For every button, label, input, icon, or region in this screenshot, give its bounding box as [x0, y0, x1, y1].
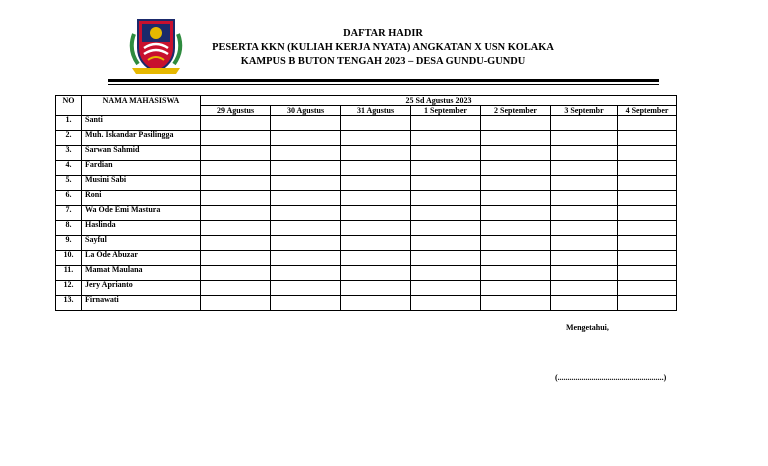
date-header: 2 September [481, 106, 551, 116]
attendance-cell [551, 146, 618, 161]
attendance-cell [201, 221, 271, 236]
student-name: Muh. Iskandar Pasilingga [82, 131, 201, 146]
attendance-cell [271, 206, 341, 221]
attendance-cell [551, 191, 618, 206]
row-number: 2. [56, 131, 82, 146]
student-name: Santi [82, 116, 201, 131]
attendance-table [55, 95, 677, 311]
attendance-cell [201, 251, 271, 266]
attendance-cell [481, 176, 551, 191]
attendance-cell [618, 176, 677, 191]
date-header: 29 Agustus [201, 106, 271, 116]
student-name: Fardian [82, 161, 201, 176]
attendance-cell [481, 281, 551, 296]
attendance-cell [201, 116, 271, 131]
table-row [56, 206, 677, 221]
doc-subtitle: PESERTA KKN (KULIAH KERJA NYATA) ANGKATAN X USN KOLAKA [212, 42, 554, 53]
table-row [56, 296, 677, 311]
attendance-cell [271, 176, 341, 191]
attendance-cell [201, 266, 271, 281]
attendance-cell [341, 146, 411, 161]
attendance-cell [271, 131, 341, 146]
student-name: La Ode Abuzar [82, 251, 201, 266]
date-header: 1 September [411, 106, 481, 116]
document-header [190, 27, 576, 69]
attendance-cell [618, 116, 677, 131]
attendance-cell [201, 191, 271, 206]
row-number: 1. [56, 116, 82, 131]
row-number: 11. [56, 266, 82, 281]
attendance-cell [411, 191, 481, 206]
row-number: 13. [56, 296, 82, 311]
table-row [56, 236, 677, 251]
student-name: Sayful [82, 236, 201, 251]
attendance-cell [271, 281, 341, 296]
date-header: 4 September [618, 106, 677, 116]
attendance-cell [618, 131, 677, 146]
student-name: Sarwan Sahmid [82, 146, 201, 161]
attendance-cell [551, 236, 618, 251]
date-header: 30 Agustus [271, 106, 341, 116]
attendance-cell [411, 266, 481, 281]
attendance-cell [618, 296, 677, 311]
attendance-cell [551, 281, 618, 296]
student-name: Jery Aprianto [82, 281, 201, 296]
attendance-cell [271, 236, 341, 251]
attendance-cell [341, 131, 411, 146]
attendance-cell [271, 251, 341, 266]
attendance-cell [271, 296, 341, 311]
col-header-name: NAMA MAHASISWA [82, 96, 201, 116]
attendance-cell [341, 236, 411, 251]
attendance-cell [341, 191, 411, 206]
table-row [56, 161, 677, 176]
attendance-cell [481, 266, 551, 281]
doc-title: DAFTAR HADIR [343, 28, 423, 39]
date-header: 3 Septembr [551, 106, 618, 116]
row-number: 6. [56, 191, 82, 206]
table-row [56, 221, 677, 236]
attendance-cell [481, 191, 551, 206]
regency-emblem-icon [124, 12, 188, 76]
attendance-cell [481, 221, 551, 236]
table-row [56, 146, 677, 161]
signature-line: (.....................................................) [555, 373, 667, 382]
row-number: 10. [56, 251, 82, 266]
table-row [56, 131, 677, 146]
attendance-cell [201, 161, 271, 176]
row-number: 4. [56, 161, 82, 176]
attendance-cell [411, 221, 481, 236]
attendance-cell [201, 236, 271, 251]
attendance-cell [341, 296, 411, 311]
attendance-cell [411, 281, 481, 296]
acknowledgement-label: Mengetahui, [566, 323, 609, 332]
attendance-cell [341, 176, 411, 191]
attendance-cell [201, 146, 271, 161]
attendance-cell [341, 281, 411, 296]
attendance-cell [201, 176, 271, 191]
attendance-cell [271, 191, 341, 206]
attendance-cell [618, 281, 677, 296]
attendance-cell [481, 161, 551, 176]
attendance-cell [481, 296, 551, 311]
student-name: Musini Sabi [82, 176, 201, 191]
attendance-cell [551, 296, 618, 311]
attendance-cell [341, 251, 411, 266]
attendance-cell [201, 206, 271, 221]
header-row-1 [56, 96, 677, 106]
attendance-cell [551, 251, 618, 266]
row-number: 5. [56, 176, 82, 191]
row-number: 12. [56, 281, 82, 296]
attendance-cell [411, 146, 481, 161]
table-row [56, 176, 677, 191]
student-name: Haslinda [82, 221, 201, 236]
attendance-cell [618, 236, 677, 251]
table-row [56, 266, 677, 281]
student-name: Roni [82, 191, 201, 206]
attendance-cell [271, 161, 341, 176]
attendance-cell [618, 206, 677, 221]
attendance-body [56, 116, 677, 311]
attendance-cell [618, 161, 677, 176]
table-row [56, 251, 677, 266]
attendance-cell [618, 221, 677, 236]
attendance-cell [618, 146, 677, 161]
attendance-cell [481, 206, 551, 221]
table-row [56, 116, 677, 131]
row-number: 9. [56, 236, 82, 251]
attendance-cell [551, 176, 618, 191]
attendance-cell [411, 251, 481, 266]
attendance-cell [551, 221, 618, 236]
attendance-cell [411, 296, 481, 311]
attendance-cell [341, 206, 411, 221]
row-number: 7. [56, 206, 82, 221]
attendance-cell [551, 266, 618, 281]
attendance-cell [341, 266, 411, 281]
attendance-cell [411, 116, 481, 131]
header-rule-thin [108, 84, 659, 85]
col-header-period: 25 Sd Agustus 2023 [201, 96, 677, 106]
col-header-no: NO [56, 96, 82, 116]
attendance-cell [271, 146, 341, 161]
student-name: Wa Ode Emi Mastura [82, 206, 201, 221]
row-number: 3. [56, 146, 82, 161]
attendance-cell [411, 131, 481, 146]
attendance-cell [201, 131, 271, 146]
attendance-cell [551, 161, 618, 176]
attendance-cell [481, 116, 551, 131]
attendance-cell [271, 266, 341, 281]
attendance-cell [341, 116, 411, 131]
table-row [56, 191, 677, 206]
attendance-cell [341, 221, 411, 236]
attendance-cell [481, 131, 551, 146]
attendance-cell [481, 236, 551, 251]
student-name: Mamat Maulana [82, 266, 201, 281]
doc-location: KAMPUS B BUTON TENGAH 2023 – DESA GUNDU-GUNDU [240, 56, 526, 67]
attendance-cell [481, 146, 551, 161]
attendance-cell [271, 221, 341, 236]
attendance-cell [618, 191, 677, 206]
attendance-cell [618, 251, 677, 266]
attendance-cell [551, 206, 618, 221]
header-rule-thick [108, 79, 659, 82]
attendance-cell [618, 266, 677, 281]
table-row [56, 281, 677, 296]
attendance-cell [551, 131, 618, 146]
attendance-cell [201, 281, 271, 296]
attendance-cell [411, 176, 481, 191]
attendance-cell [411, 206, 481, 221]
attendance-cell [201, 296, 271, 311]
attendance-cell [411, 161, 481, 176]
row-number: 8. [56, 221, 82, 236]
date-header: 31 Agustus [341, 106, 411, 116]
attendance-cell [411, 236, 481, 251]
student-name: Firnawati [82, 296, 201, 311]
attendance-cell [551, 116, 618, 131]
attendance-cell [341, 161, 411, 176]
attendance-cell [271, 116, 341, 131]
attendance-cell [481, 251, 551, 266]
